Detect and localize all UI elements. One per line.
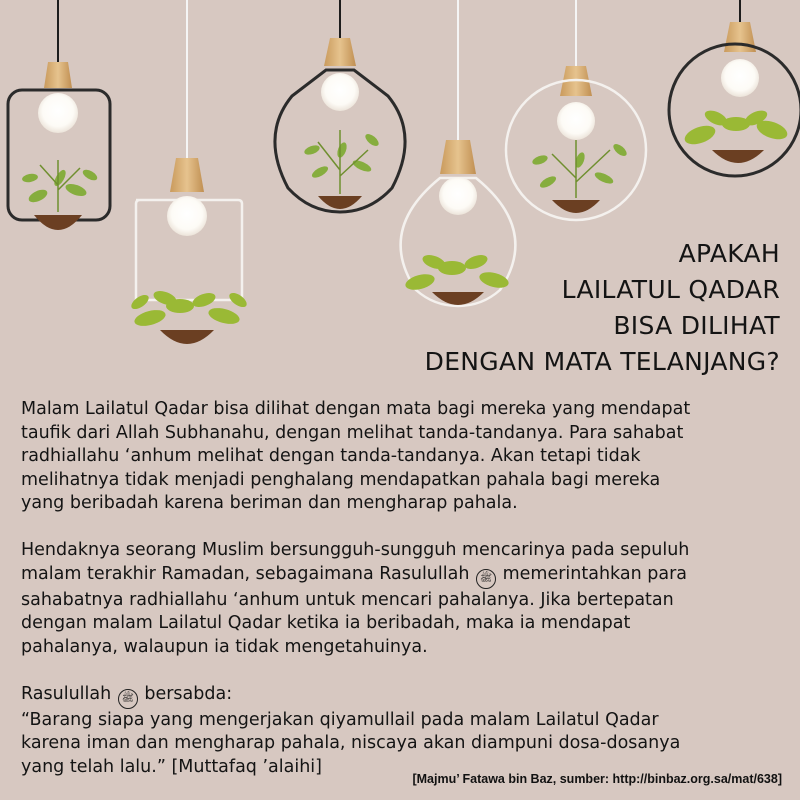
paragraph-3 bbox=[21, 683, 786, 780]
hadith-quote-line: karena iman dan mengharap pahala, niscaya akan diampuni dosa-dosanya bbox=[21, 733, 681, 753]
text-line: pahalanya, walaupun ia tidak mengetahuinya. bbox=[21, 636, 428, 657]
pendant-lamp-3 bbox=[275, 0, 405, 212]
salawat-symbol-icon: ﷺ bbox=[118, 689, 138, 709]
text-fragment: malam terakhir Ramadan, sebagaimana Rasulullah bbox=[21, 563, 470, 584]
headline bbox=[425, 236, 780, 380]
salawat-symbol-icon: ﷺ bbox=[476, 569, 496, 589]
headline-line-4: DENGAN MATA TELANJANG? bbox=[424, 347, 780, 376]
text-line: Malam Lailatul Qadar bisa dilihat dengan mata bagi mereka yang mendapat bbox=[21, 399, 691, 419]
text-line: dengan malam Lailatul Qadar ketika ia beribadah, maka ia mendapat bbox=[21, 613, 631, 633]
text-line: taufik dari Allah Subhanahu, dengan melihat tanda-tandanya. Para sahabat bbox=[21, 422, 684, 443]
pendant-lamp-6 bbox=[669, 0, 800, 176]
text-line: sahabatnya radhiallahu ‘anhum untuk mencari pahalanya. Jika bertepatan bbox=[21, 589, 674, 610]
hadith-quote-line: yang telah lalu.” [Muttafaq ’alaihi] bbox=[21, 756, 322, 777]
text-line: melihatnya tidak menjadi penghalang mendapatkan pahala bagi mereka bbox=[21, 469, 661, 490]
text-fragment: bersabda: bbox=[144, 683, 233, 704]
text-line bbox=[21, 563, 786, 589]
pendant-lamp-5 bbox=[506, 0, 646, 220]
hadith-quote-line: “Barang siapa yang mengerjakan qiyamullail pada malam Lailatul Qadar bbox=[21, 709, 659, 730]
text-line bbox=[21, 683, 786, 709]
text-fragment: Rasulullah bbox=[21, 683, 112, 704]
text-line: yang beribadah karena beriman dan mengharap pahala. bbox=[21, 493, 518, 513]
text-line: Hendaknya seorang Muslim bersungguh-sungguh mencarinya pada sepuluh bbox=[21, 540, 690, 560]
pendant-lamp-1 bbox=[8, 0, 110, 230]
headline-line-1: APAKAH bbox=[678, 239, 780, 268]
headline-line-3: BISA DILIHAT bbox=[613, 311, 780, 340]
text-fragment: memerintahkan para bbox=[502, 563, 688, 584]
headline-line-2: LAILATUL QADAR bbox=[561, 275, 780, 304]
pendant-lamp-2 bbox=[129, 0, 249, 344]
paragraph-2 bbox=[21, 539, 786, 659]
article-body bbox=[21, 398, 786, 779]
source-citation: [Majmu’ Fatawa bin Baz, sumber: http://binbaz.org.sa/mat/638] bbox=[412, 772, 782, 786]
paragraph-1 bbox=[21, 398, 786, 516]
text-line: radhiallahu ‘anhum melihat dengan tanda-tandanya. Akan tetapi tidak bbox=[21, 446, 641, 466]
